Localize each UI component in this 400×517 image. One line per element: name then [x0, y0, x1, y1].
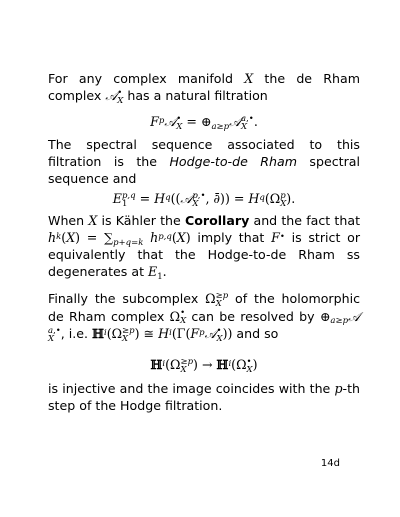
intro-text-start: For any complex manifold	[48, 71, 245, 86]
math-X: X	[244, 71, 254, 86]
formula-e1-term: E p,q 1 = $H^q((𝒜$ p,• X , ∂̄)) = $H^q(\Omega$ p X ).	[112, 190, 296, 209]
hodge-to-de-rham-emphasis: Hodge-to-de Rham	[169, 154, 297, 169]
kahler-text-strict: is strict or equivalently that the Hodge-to-de Rham ss degenerates at	[48, 230, 360, 279]
kahler-text-when: When	[48, 213, 89, 228]
kahler-text-fact: and the fact that	[249, 213, 361, 228]
subcomplex-text-resolved: can be resolved by	[186, 308, 320, 324]
math-de-rham-complex: 𝒜 • X	[105, 87, 124, 106]
injective-text-end: -th step of the Hodge filtration.	[48, 381, 360, 413]
intro-text-middle: the de Rham complex	[48, 71, 361, 103]
subcomplex-text-holomorphic: of the holomorphic de Rham complex	[48, 291, 360, 324]
paragraph-kahler: When X is Kähler the Corollary and the fact that $h^k(X) = \sum_{p+q=k}$ $h^{p,q}(X)$ imply that F• is strict or equivalently that the Hodge-to-de Rham ss degenerates at $E_1$.	[48, 213, 361, 282]
subcomplex-text-start: Finally the subcomplex	[48, 291, 206, 306]
corollary-bold: Corollary	[184, 213, 250, 228]
intro-text-end: has a natural filtration	[123, 88, 268, 103]
subcomplex-text-ie: , i.e.	[60, 326, 93, 341]
injective-text-start: is injective and the image coincides with the	[48, 381, 335, 396]
spectral-text-end: spectral sequence and	[48, 154, 360, 186]
subcomplex-text-and-so: and so	[232, 326, 279, 341]
formula-filtration: $F^p𝒜$ • X = $\oplus_{a\ge p}𝒜$ a,• X .	[150, 113, 258, 132]
spectral-text-start: The spectral sequence associated to this filtration is the	[48, 137, 360, 169]
paragraph-injective: is injective and the image coincides with the p-th step of the Hodge filtration.	[48, 381, 360, 413]
paragraph-intro	[48, 70, 360, 105]
paragraph-spectral-sequence	[48, 136, 360, 187]
formula-hypercohomology-map: ℍ$^i$(Ω ≥p X ) → ℍ$^i$(Ω • X )	[150, 356, 258, 375]
kahler-text-imply: imply that	[190, 230, 272, 245]
paragraph-subcomplex: Finally the subcomplex Ω ≥p X of the holomorphic de Rham complex Ω • X can be resolved by $\oplus_{a\ge p}𝒜$ a,• X , i.e. ℍ$^i$(Ω ≥p X ) ≅ $H^i(\Gamma(F^p𝒜$ • X )) and so	[48, 290, 360, 344]
page-number: 14d	[320, 458, 340, 469]
kahler-text-is-kahler: is Kähler the	[97, 213, 185, 228]
